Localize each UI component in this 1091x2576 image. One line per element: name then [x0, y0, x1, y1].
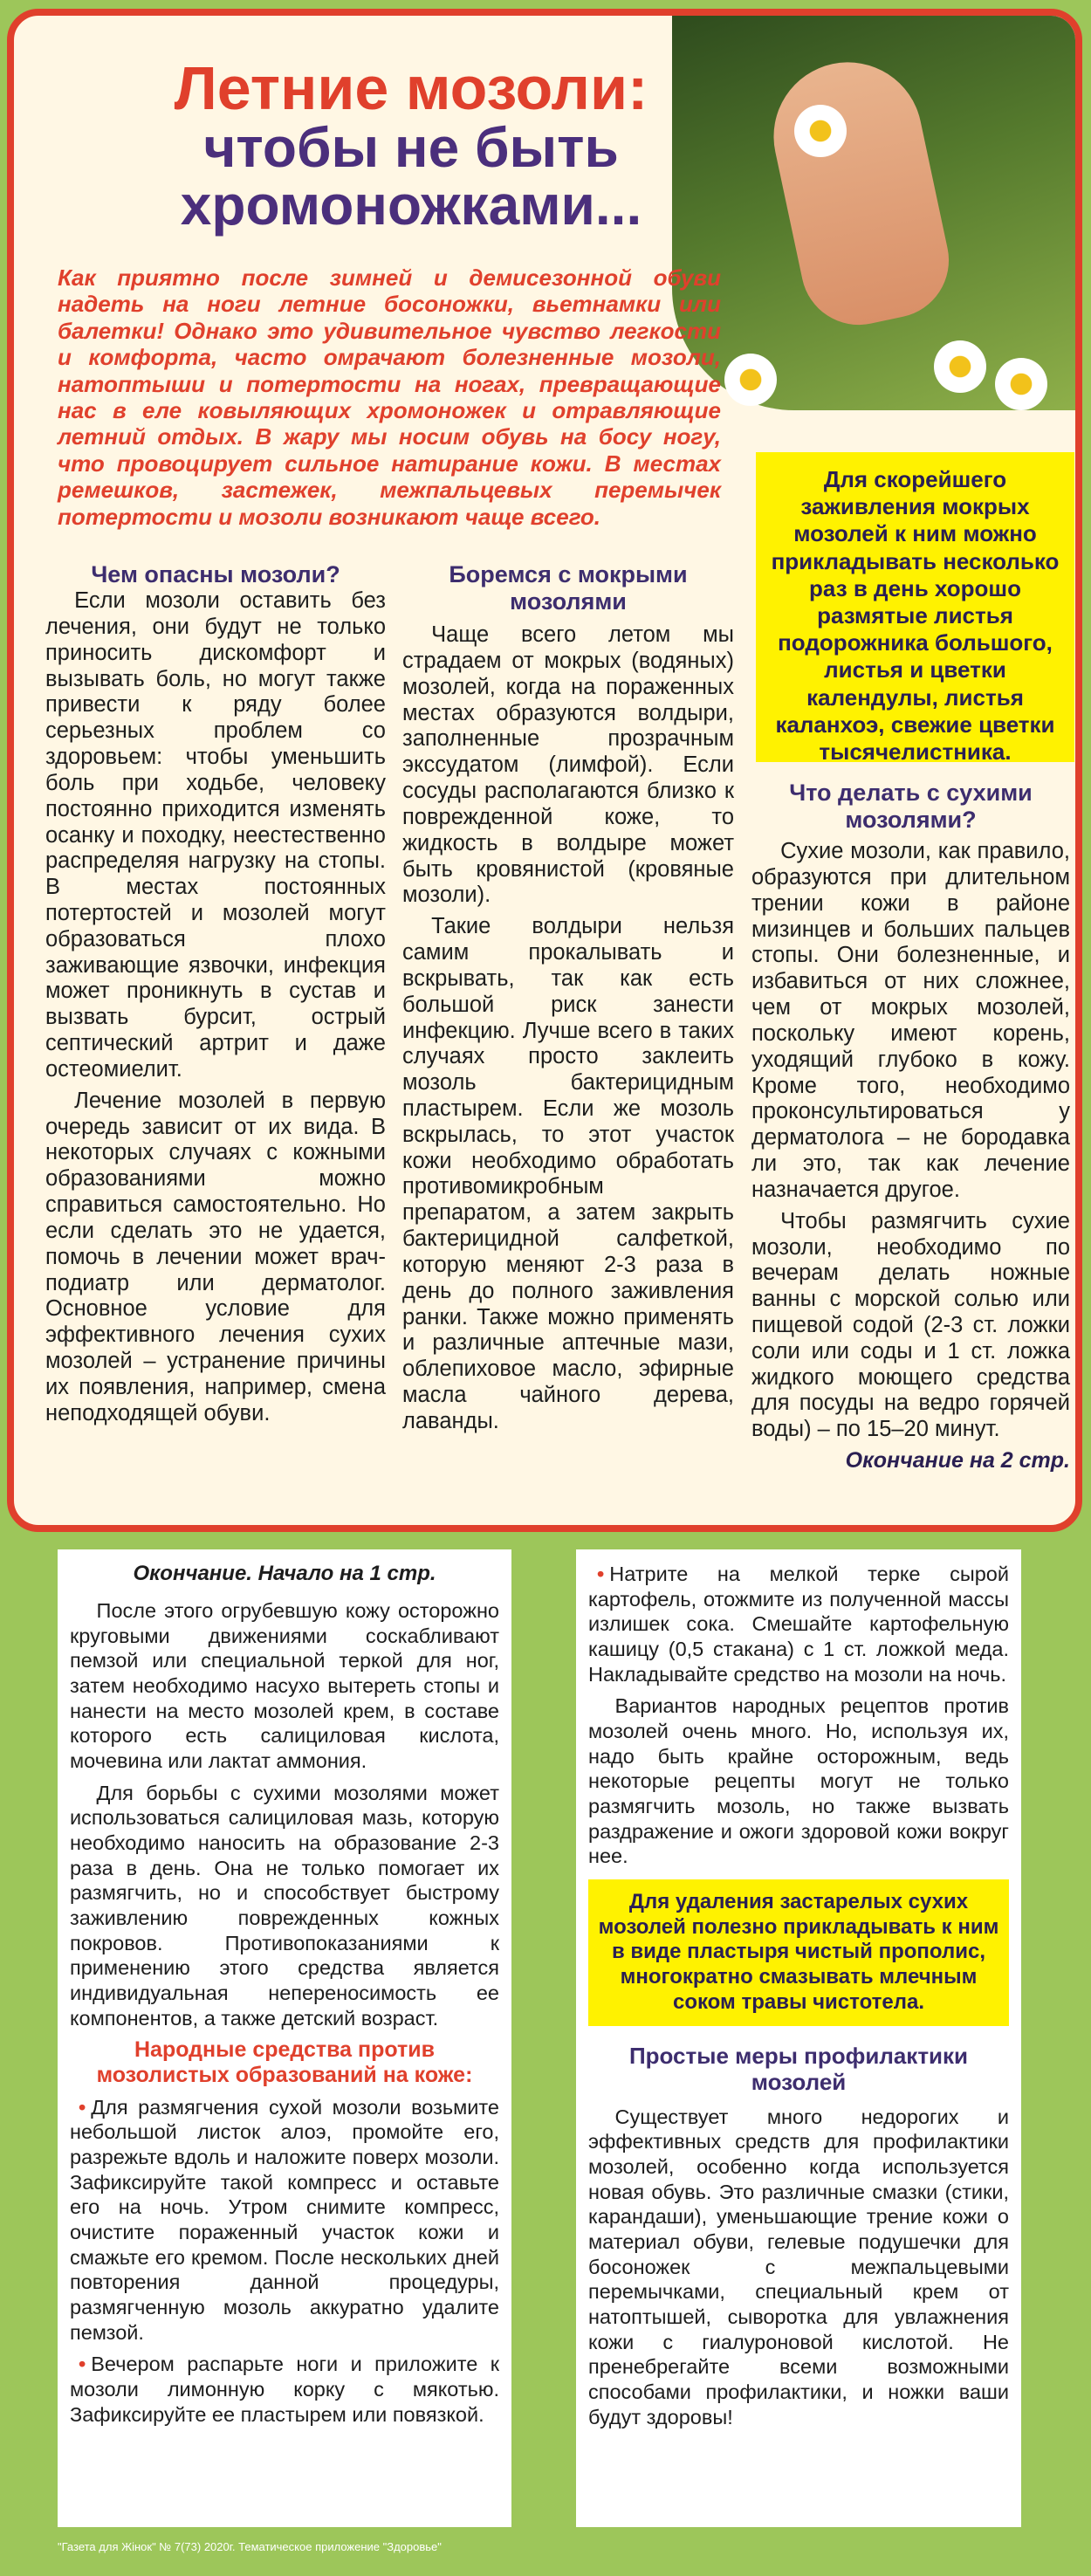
bullet-icon: •	[597, 1563, 605, 1585]
prevention-heading: Простые меры профилактики мозолей	[628, 2042, 969, 2095]
section-heading: Боремся с мокрыми мозолями	[449, 561, 688, 615]
section-heading: Чем опасны мозоли?	[91, 561, 340, 587]
article-title	[97, 54, 725, 237]
paragraph: Такие волдыри нельзя самим прокалывать и вскрывать, так как есть большой риск занести инфекцию. Лучше всего в таких случаях просто заклеить мозоль бактерицидным пластырем. Если же мозоль вскрылась, то этот участок кожи необходимо обработать противомикробным препаратом, а затем закрыть бактерицидной салфеткой, которую меняют 2-3 раза в день до полного заживления ранки. Также можно применять и различные аптечные мази, облепиховое масло, эфирные масла чайного дерева, лаванды.	[402, 914, 734, 1433]
daisy-icon	[995, 358, 1047, 410]
column-dry-calluses	[751, 780, 1070, 1473]
paragraph: Сухие мозоли, как правило, образуются при длительном трении кожи в районе мизинцев и больших пальцев стопы. Они болезненные, и избавиться от них сложнее, чем от мокрых мозолей, поскольку имеют корень, уходящий глубоко в кожу. Кроме того, необходимо проконсультироваться у дерматолога – не бородавка ли это, так как лечение назначается другое.	[751, 839, 1070, 1202]
bullet-icon: •	[79, 2353, 86, 2376]
paragraph: Существует много недорогих и эффективных средств для профилактики мозолей, особенно когда используется новая обувь. Это различные смазки (стики, карандаши), уменьшающие трение кожи о материал обуви, гелевые подушечки для босоножек с межпальцевыми перемычками, специальный крем от натоптышей, сыворотка для увлажнения кожи с гиалуроновой кислотой. Не пренебрегайте всеми возможными способами профилактики, и ножки ваши будут здоровы!	[588, 2105, 1009, 2428]
article-lead: Как приятно после зимней и демисезонной обуви надеть на ноги летние босоножки, вьетнамки или балетки! Однако это удивительное чувство легкости и комфорта, часто омрачают болезненные мозоли, натоптыши и потертости на ногах, превращающие нас в еле ковыляющих хромоножек и отравляющие летний отдых. В жару мы носим обувь на босу ногу, что провоцирует сильное натирание кожи. В местах ремешков, застежек, межпальцевых перемычек потертости и мозоли возникают чаще всего.	[58, 264, 721, 530]
paragraph: Вариантов народных рецептов против мозолей очень много. Но, используя их, надо быть крайне осторожным, ведь некоторые рецепты могут не только размягчить мозоль, но также вызвать раздражение и ожоги здоровой кожи вокруг нее.	[588, 1694, 1009, 1868]
bare-feet-daisies-photo	[672, 9, 1082, 410]
foot-illustration	[760, 49, 960, 336]
paragraph: Для борьбы с сухими мозолями может использоваться салициловая мазь, которую необходимо наносить на образование 2-3 раза в день. Она не только помогает их размягчить, но и способствует быстрому заживлению поврежденных кожных покровов. Противопоказаниями к применению этого средства является индивидуальная непереносимость ее компонентов, а также детский возраст.	[70, 1781, 499, 2030]
daisy-icon	[794, 105, 847, 157]
continuation-header: Окончание. Начало на 1 стр.	[133, 1562, 436, 1585]
title-line-3: хромоножками...	[180, 173, 642, 237]
paragraph: Чаще всего летом мы страдаем от мокрых (водяных) мозолей, когда на пораженных местах образуются волдыри, заполненные прозрачным экссудатом (лимфой). Если сосуды располагаются близко к поврежденной коже, то жидкость в волдыре может быть кровянистой (кровяные мозоли).	[402, 622, 734, 908]
tip-box: Для скорейшего заживления мокрых мозолей к ним можно прикладывать несколько раз в день хорошо размятые листья подорожника большого, листья и цветки календулы, листья каланхоэ, свежие цветки тысячелистника.	[756, 452, 1074, 762]
column-dangers	[45, 561, 386, 1432]
publication-footer: "Газета для Жінок" № 7(73) 2020г. Тематическое приложение "Здоровье"	[58, 2540, 442, 2553]
paragraph: Чтобы размягчить сухие мозоли, необходимо по вечерам делать ножные ванны с морской солью или пищевой содой (2-3 ст. ложки соли или соды и 1 ст. ложка жидкого моющего средства для посуды на ведро горячей воды) – по 15–20 минут.	[751, 1208, 1070, 1442]
bullet-icon: •	[79, 2095, 86, 2119]
continuation-left-panel	[58, 1549, 511, 2527]
continuation-right-panel	[576, 1549, 1021, 2527]
list-item: • Натрите на мелкой терке сырой картофель, отожмите из полученной массы излишек сока. Смешайте картофельную кашицу (0,5 стакана) с 1 ст. ложкой меда. Накладывайте средство на мозоли на ночь.	[588, 1563, 1009, 1686]
daisy-icon	[724, 354, 777, 406]
list-item: • Для размягчения сухой мозоли возьмите небольшой листок алоэ, промойте его, разрежьте вдоль и наложите поверх мозоли. Зафиксируйте такой компресс и оставьте его на ночь. Утром снимите компресс, очистите пораженный участок кожи и смажьте его кремом. После нескольких дней повторения данной процедуры, размягченную мозоль аккуратно удалите пемзой.	[70, 2095, 499, 2344]
daisy-icon	[934, 340, 986, 393]
column-wet-calluses	[402, 561, 734, 1440]
list-item: • Вечером распарьте ноги и приложите к мозоли лимонную корку с мякотью. Зафиксируйте ее пластырем или повязкой.	[70, 2353, 499, 2426]
paragraph: Лечение мозолей в первую очередь зависит от их вида. В некоторых случаях с кожными образованиями можно справиться самостоятельно. Но если сделать это не удается, помочь в лечении может врач-подиатр или дерматолог. Основное условие для эффективного лечения сухих мозолей – устранение причины их появления, например, смена неподходящей обуви.	[45, 1088, 386, 1425]
article-page-1	[7, 9, 1082, 1532]
continued-note: Окончание на 2 стр.	[845, 1448, 1070, 1473]
title-line-2: чтобы не быть	[203, 116, 619, 180]
remedies-heading: Народные средства против мозолистых образований на коже:	[96, 2037, 473, 2087]
paragraph: После этого огрубевшую кожу осторожно круговыми движениями соскабливают пемзой или специальной теркой для ног, затем необходимо насухо вытереть стопы и нанести на место мозолей крем, в составе которого есть салициловая кислота, мочевина или лактат аммония.	[70, 1599, 499, 1772]
title-line-1: Летние мозоли:	[174, 54, 648, 122]
paragraph: Если мозоли оставить без лечения, они будут не только приносить дискомфорт и вызывать боль, но могут также привести к ряду более серьезных проблем со здоровьем: чтобы уменьшить боль при ходьбе, человеку постоянно приходится изменять осанку и походку, неестественно распределяя нагрузку на стопы. В местах постоянных потертостей и мозолей могут образоваться плохо заживающие язвочки, инфекция может проникнуть в сустав и вызвать бурсит, острый септический артрит и даже остеомиелит.	[45, 588, 386, 1082]
tip-box-2: Для удаления застарелых сухих мозолей полезно прикладывать к ним в виде пластыря чистый прополис, многократно смазывать млечным соком травы чистотела.	[588, 1879, 1009, 2026]
section-heading: Что делать с сухими мозолями?	[789, 780, 1033, 834]
